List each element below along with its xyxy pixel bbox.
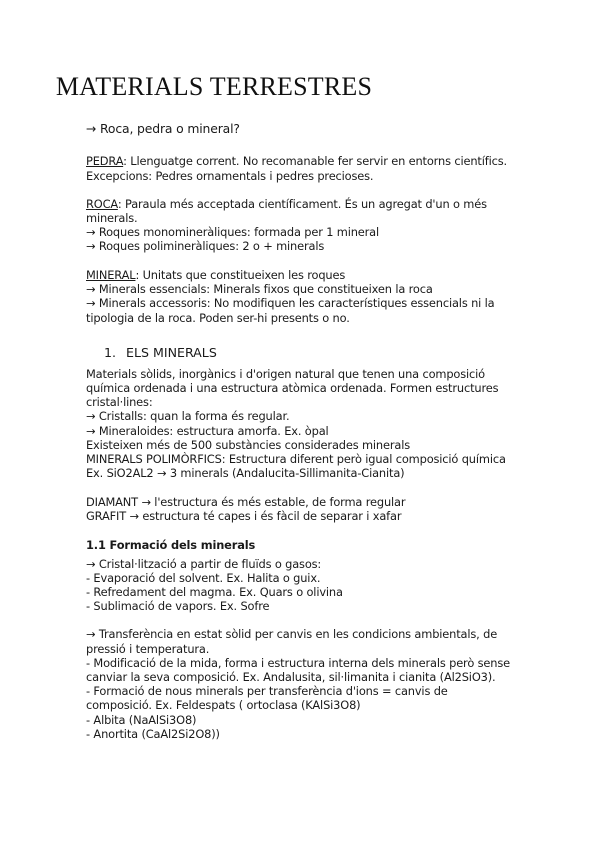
section1-line: GRAFIT → estructura té capes i és fàcil de separar i xafar [86,509,402,523]
section1-line: Existeixen més de 500 substàncies considerades minerals [86,438,411,452]
section11-line: canviar la seva composició. Ex. Andalusita, sil·limanita i cianita (Al2SiO3). [86,670,496,684]
section1-line: Materials sòlids, inorgànics i d'origen natural que tenen una composició [86,367,485,381]
roca-line-3: → Roques monomineràliques: formada per 1 mineral [86,225,380,239]
section1-line: cristal·lines: [86,395,153,409]
roca-definition [86,197,487,212]
section1-line: MINERALS POLIMÒRFICS: Estructura diferent però igual composició química [86,452,506,466]
roca-line-2: minerals. [86,211,138,225]
roca-text: : Paraula més acceptada científicament. És un agregat d'un o més [117,197,487,211]
section11-line: composició. Ex. Feldespats ( ortoclasa (KAlSi3O8) [86,698,361,712]
section11-line: - Modificació de la mida, forma i estructura interna dels minerals però sense [86,656,510,670]
mineral-line-4: tipologia de la roca. Poden ser-hi presents o no. [86,311,350,325]
section11-line: - Evaporació del solvent. Ex. Halita o guix. [86,571,321,585]
section1-line: → Cristalls: quan la forma és regular. [86,409,290,423]
mineral-line-3: → Minerals accessoris: No modifiquen les característiques essencials ni la [86,296,495,310]
pedra-term: PEDRA [86,154,124,168]
section11-line: pressió i temperatura. [86,642,210,656]
pedra-line-2: Excepcions: Pedres ornamentals i pedres precioses. [86,169,374,183]
section1-line: química ordenada i una estructura atòmica ordenada. Formen estructures [86,381,499,395]
section1-line: DIAMANT → l'estructura és més estable, de forma regular [86,495,406,509]
section11-line: → Cristal·lització a partir de fluïds o gasos: [86,557,322,571]
roca-line-4: → Roques polimineràliques: 2 o + minerals [86,239,325,253]
section-number: 1. [104,345,117,360]
section1-line: Ex. SiO2AL2 → 3 minerals (Andalucita-Sillimanita-Cianita) [86,466,405,480]
subsection-heading: 1.1 Formació dels minerals [86,538,256,552]
mineral-text: : Unitats que constitueixen les roques [135,268,346,282]
section-heading [104,345,217,360]
section11-line: - Sublimació de vapors. Ex. Sofre [86,599,270,613]
mineral-line-2: → Minerals essencials: Minerals fixos que constitueixen la roca [86,282,433,296]
mineral-definition [86,268,345,283]
page-title: MATERIALS TERRESTRES [55,72,373,101]
section11-line: - Formació de nous minerals per transferència d'ions = canvis de [86,684,448,698]
section11-line: → Transferència en estat sòlid per canvis en les condicions ambientals, de [86,627,498,641]
section1-line: → Mineraloides: estructura amorfa. Ex. òpal [86,424,329,438]
section11-line: - Albita (NaAlSi3O8) [86,713,197,727]
section11-line: - Refredament del magma. Ex. Quars o olivina [86,585,343,599]
pedra-text: : Llenguatge corrent. No recomanable fer servir en entorns científics. [123,154,507,168]
mineral-term: MINERAL [86,268,136,282]
pedra-definition [86,154,507,169]
intro-heading: → Roca, pedra o mineral? [86,121,240,136]
section11-line: - Anortita (CaAl2Si2O8)) [86,727,220,741]
roca-term: ROCA [86,197,118,211]
section-title: ELS MINERALS [126,345,217,360]
